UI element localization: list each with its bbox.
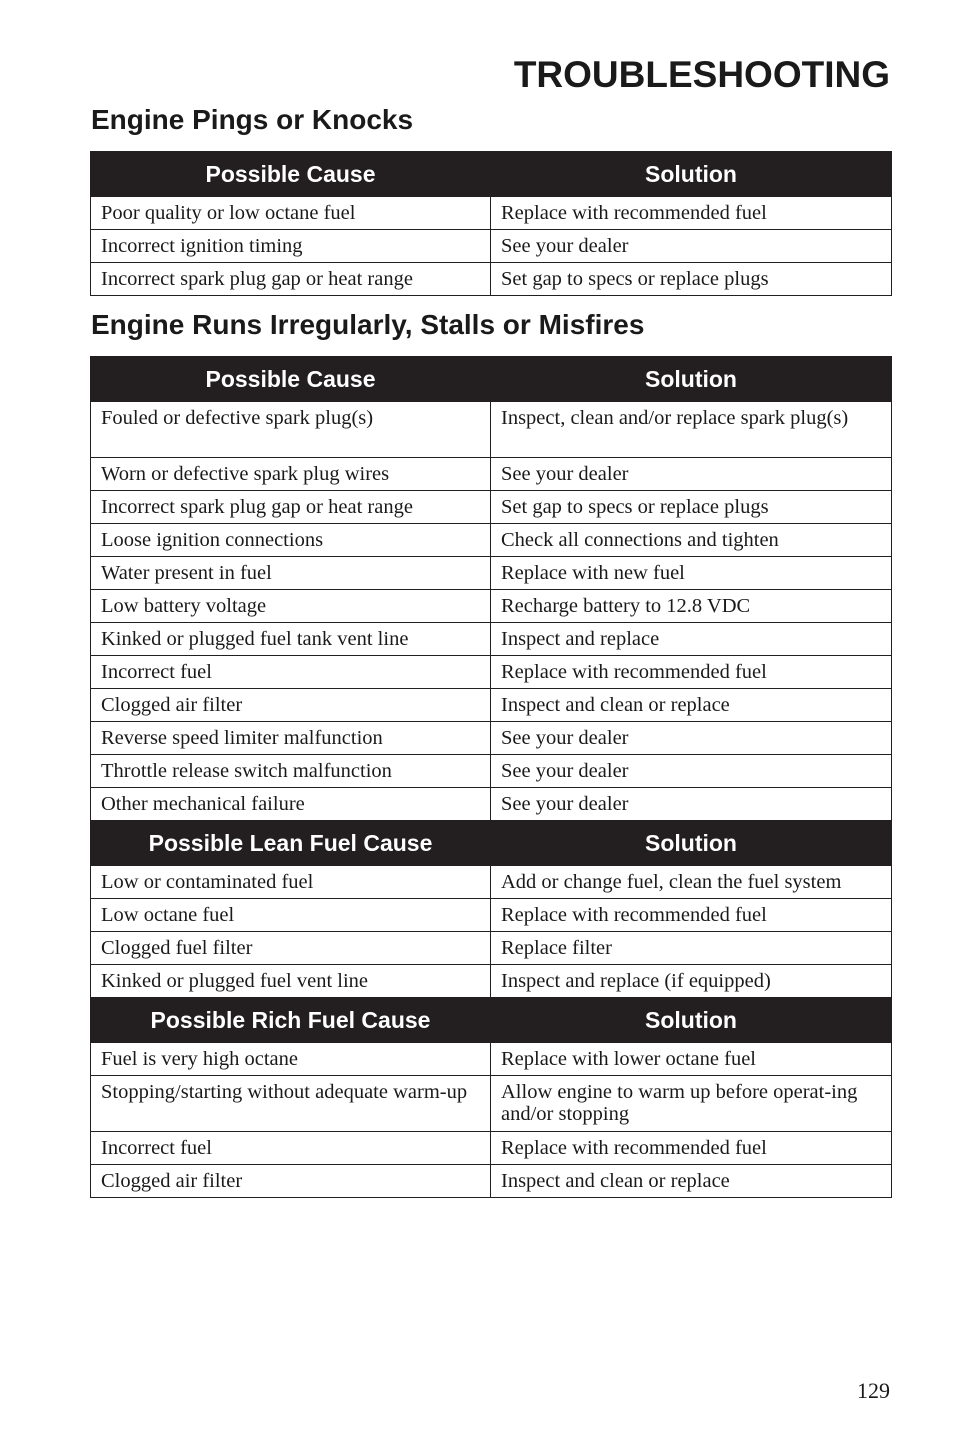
cause-cell: Stopping/starting without adequate warm-up: [91, 1076, 491, 1132]
cause-cell: Kinked or plugged fuel tank vent line: [91, 623, 491, 656]
table-row: [91, 590, 892, 623]
solution-cell: Replace with recommended fuel: [491, 1132, 892, 1165]
solution-cell: See your dealer: [491, 755, 892, 788]
solution-cell: Replace filter: [491, 932, 892, 965]
cause-cell: Incorrect ignition timing: [91, 230, 491, 263]
table-row: [91, 623, 892, 656]
table-row: [91, 230, 892, 263]
table-row: [91, 965, 892, 998]
column-header: Solution: [491, 821, 892, 866]
table-row: [91, 755, 892, 788]
cause-cell: Throttle release switch malfunction: [91, 755, 491, 788]
solution-cell: Inspect and replace (if equipped): [491, 965, 892, 998]
solution-cell: See your dealer: [491, 722, 892, 755]
cause-cell: Kinked or plugged fuel vent line: [91, 965, 491, 998]
cause-cell: Worn or defective spark plug wires: [91, 458, 491, 491]
solution-cell: Inspect and clean or replace: [491, 689, 892, 722]
table-row: [91, 402, 892, 458]
column-header: Possible Lean Fuel Cause: [91, 821, 491, 866]
cause-cell: Low battery voltage: [91, 590, 491, 623]
table-row: [91, 197, 892, 230]
section-title-irregular: Engine Runs Irregularly, Stalls or Misfires: [91, 309, 645, 340]
cause-cell: Fouled or defective spark plug(s): [91, 402, 491, 458]
solution-cell: Add or change fuel, clean the fuel system: [491, 866, 892, 899]
solution-cell: Replace with recommended fuel: [491, 197, 892, 230]
table-row: [91, 689, 892, 722]
table-row: [91, 557, 892, 590]
column-header: Possible Cause: [91, 152, 491, 197]
solution-cell: Replace with new fuel: [491, 557, 892, 590]
column-header: Solution: [491, 152, 892, 197]
table-row: [91, 263, 892, 296]
table-row: [91, 524, 892, 557]
cause-cell: Incorrect fuel: [91, 1132, 491, 1165]
table-header-row: [91, 821, 892, 866]
cause-cell: Incorrect spark plug gap or heat range: [91, 491, 491, 524]
column-header: Solution: [491, 357, 892, 402]
cause-cell: Fuel is very high octane: [91, 1043, 491, 1076]
page-number: 129: [857, 1378, 890, 1403]
table-row: [91, 899, 892, 932]
solution-cell: See your dealer: [491, 230, 892, 263]
table-row: [91, 656, 892, 689]
cause-cell: Clogged air filter: [91, 1165, 491, 1198]
solution-cell: Inspect, clean and/or replace spark plug(s): [491, 402, 892, 458]
cause-cell: Other mechanical failure: [91, 788, 491, 821]
solution-cell: Inspect and clean or replace: [491, 1165, 892, 1198]
solution-cell: Set gap to specs or replace plugs: [491, 263, 892, 296]
column-header: Possible Cause: [91, 357, 491, 402]
solution-cell: Allow engine to warm up before operat-ing and/or stopping: [491, 1076, 892, 1132]
solution-cell: Inspect and replace: [491, 623, 892, 656]
table-row: [91, 1076, 892, 1132]
table-row: [91, 1165, 892, 1198]
solution-cell: See your dealer: [491, 788, 892, 821]
table-row: [91, 722, 892, 755]
table-header-row: [91, 152, 892, 197]
cause-cell: Low or contaminated fuel: [91, 866, 491, 899]
page-header: TROUBLESHOOTING: [513, 54, 890, 95]
solution-cell: Recharge battery to 12.8 VDC: [491, 590, 892, 623]
solution-cell: Set gap to specs or replace plugs: [491, 491, 892, 524]
cause-cell: Clogged air filter: [91, 689, 491, 722]
table-row: [91, 491, 892, 524]
section-title-pings: Engine Pings or Knocks: [91, 104, 414, 135]
table-header-row: [91, 998, 892, 1043]
column-header: Solution: [491, 998, 892, 1043]
solution-cell: Check all connections and tighten: [491, 524, 892, 557]
table-row: [91, 1132, 892, 1165]
cause-cell: Loose ignition connections: [91, 524, 491, 557]
cause-cell: Incorrect fuel: [91, 656, 491, 689]
table-header-row: [91, 357, 892, 402]
table-row: [91, 788, 892, 821]
solution-cell: See your dealer: [491, 458, 892, 491]
cause-cell: Poor quality or low octane fuel: [91, 197, 491, 230]
table-row: [91, 458, 892, 491]
solution-cell: Replace with lower octane fuel: [491, 1043, 892, 1076]
pings-table: [90, 151, 892, 296]
cause-cell: Clogged fuel filter: [91, 932, 491, 965]
cause-cell: Reverse speed limiter malfunction: [91, 722, 491, 755]
cause-cell: Incorrect spark plug gap or heat range: [91, 263, 491, 296]
cause-cell: Water present in fuel: [91, 557, 491, 590]
table-row: [91, 932, 892, 965]
table-row: [91, 866, 892, 899]
column-header: Possible Rich Fuel Cause: [91, 998, 491, 1043]
solution-cell: Replace with recommended fuel: [491, 656, 892, 689]
solution-cell: Replace with recommended fuel: [491, 899, 892, 932]
cause-cell: Low octane fuel: [91, 899, 491, 932]
irregular-table: [90, 356, 892, 1198]
table-row: [91, 1043, 892, 1076]
